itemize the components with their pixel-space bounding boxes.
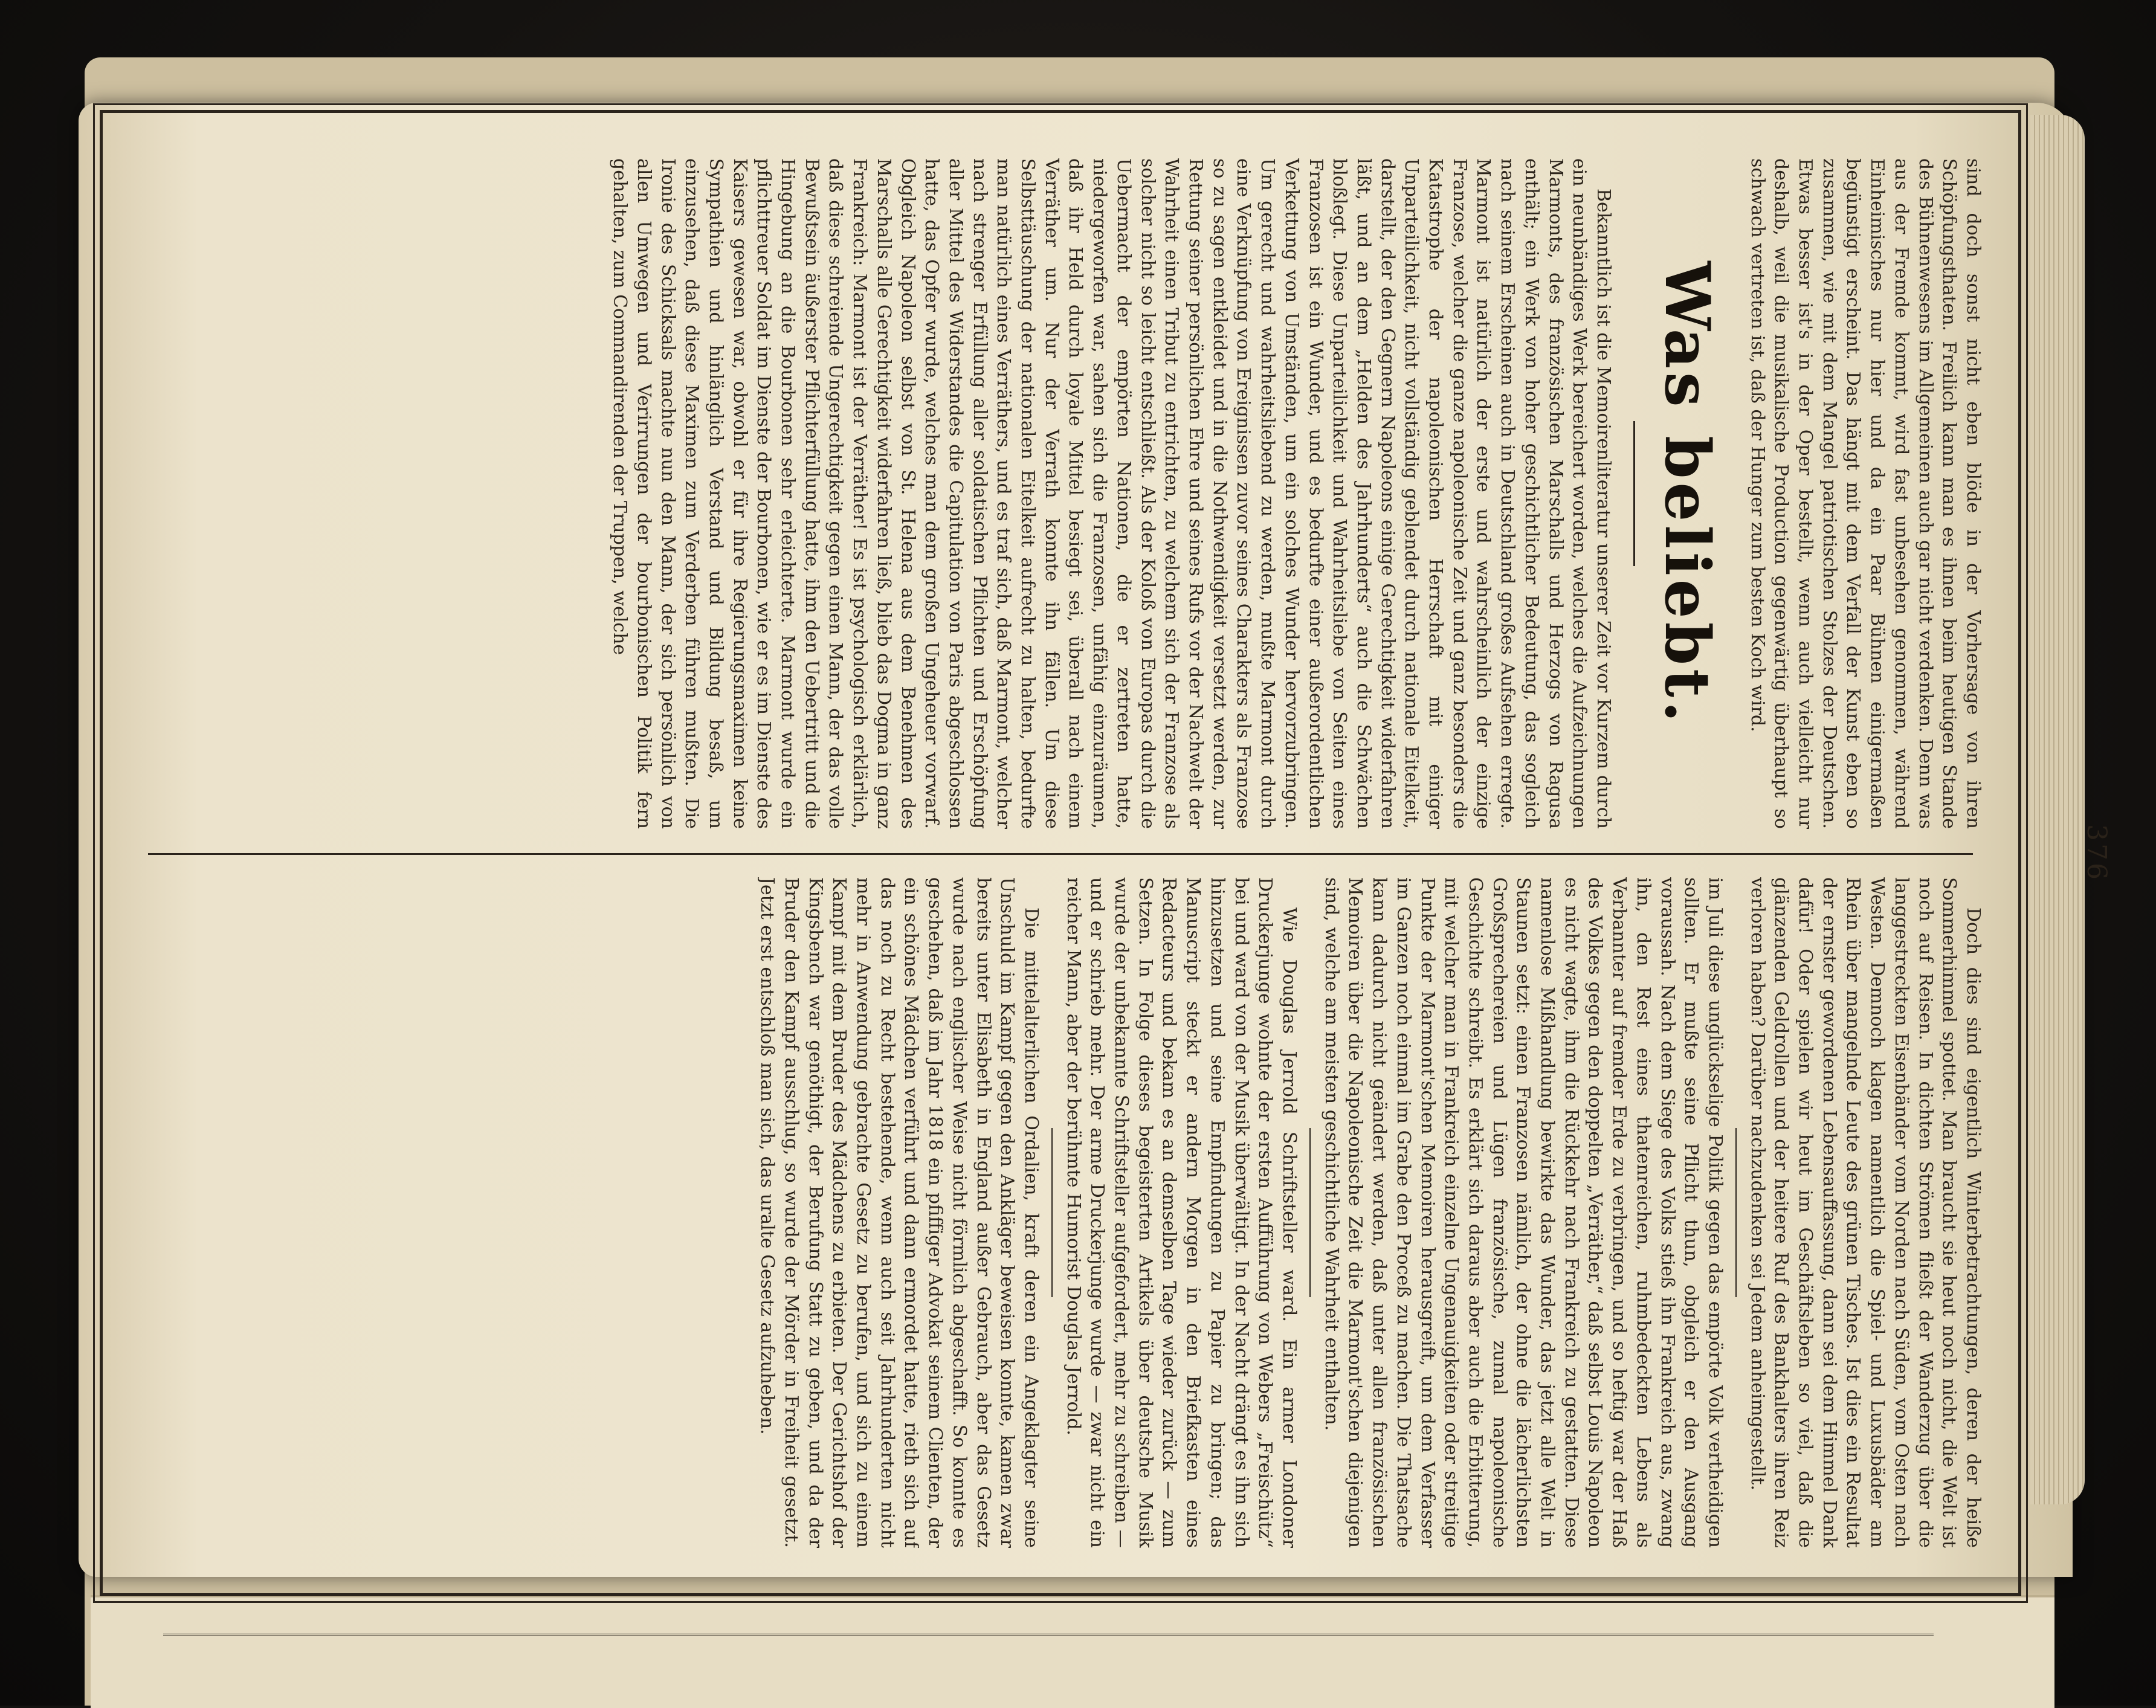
right-column (136, 877, 1985, 1548)
section-rule-1 (1735, 1128, 1737, 1297)
title-rule (1633, 421, 1635, 566)
article-title: Was beliebt. (1650, 261, 1723, 726)
section-rule-2 (1309, 1128, 1311, 1297)
article-heading-block (1633, 158, 1723, 829)
next-page-frame-rule (163, 1634, 1934, 1636)
section-rule-3 (1051, 1128, 1053, 1297)
paragraph-right-3: Wie Douglas Jerrold Schriftsteller ward. Ein armer Londoner Druckerjunge wohnte der ersten Aufführung von Webers „Freischütz“ bei und ward von der Musik überwältigt. In der Nacht drängt es ihn sich hinzusetzen und seine Empfindungen zu Papier zu bringen; das Manuscript steckt er andern Morgen in den Briefkasten eines Redacteurs und bekam es an demselben Tage wieder zurück — zum Setzen. In Folge dieses begeisterten Artikels über deutsche Musik wurde der unbekannte Schriftsteller aufgefordert, mehr zu schreiben — und er schrieb mehr. Der arme Druckerjunge wurde — zwar nicht ein reicher Mann, aber der berühmte Humorist Douglas Jerrold. (1062, 877, 1300, 1548)
paragraph-left-2: Bekanntlich ist die Memoirenliteratur unserer Zeit vor Kurzem durch ein neunbändiges Werk bereichert worden, welches die Aufzeichnungen Marmonts, des französischen Marschalls und Herzogs von Ragusa enthält; ein Werk von hoher geschichtlicher Bedeutung, das sogleich nach seinem Erscheinen auch in Deutschland großes Aufsehen erregte. Marmont ist natürlich der erste und wahrscheinlich der einzige Franzose, welcher die ganze napoleonische Zeit und ganz besonders die Katastrophe der napoleonischen Herrschaft mit einiger Unparteilichkeit, nicht vollständig geblendet durch nationale Eitelkeit, darstellt, der den Gegnern Napoleons einige Gerechtigkeit widerfahren läßt, und an dem „Helden des Jahrhunderts“ auch die Schwächen bloßlegt. Diese Unparteilichkeit und Wahrheitsliebe von Seiten eines Franzosen ist ein Wunder, und es bedurfte einer außerordentlichen Verkettung von Umständen, um ein solches Wunder hervorzubringen. Um gerecht und wahrheitsliebend zu werden, mußte Marmont durch eine Verknüpfung von Ereignissen zuvor seines Charakters als Franzose so zu sagen entkleidet und in die Nothwendigkeit versetzt werden, zur Rettung seiner persönlichen Ehre und seines Rufs vor der Nachwelt der Wahrheit einen Tribut zu entrichten, zu welchem sich der Franzose als solcher nicht so leicht entschließt. Als der Koloß von Europas durch die Uebermacht der empörten Nationen, die er zertreten hatte, niedergeworfen war, sahen sich die Franzosen, unfähig einzuräumen, daß ihr Held durch loyale Mittel besiegt sei, überall nach einem Verräther um. Nur der Verrath konnte ihn fällen. Um diese Selbsttäuschung der nationalen Eitelkeit aufrecht zu halten, bedurfte man natürlich eines Verräthers, und es traf sich, daß Marmont, welcher nach strenger Erfüllung aller soldatischen Pflichten und Erschöpfung aller Mittel des Widerstandes die Capitulation von Paris abgeschlossen hatte, das Opfer wurde, welches man dem großen Ungeheuer vorwarf. Obgleich Napoleon selbst von St. Helena aus dem Benehmen des Marschalls alle Gerechtigkeit widerfahren ließ, blieb das Dogma in ganz Frankreich: Marmont ist der Verräther! Es ist psychologisch erklärlich, daß diese schreiende Ungerechtigkeit gegen einen Mann, der das volle Bewußtsein äußerster Pflichterfüllung hatte, ihm den Uebertritt und die Hingebung an die Bourbonen sehr erleichterte. Marmont wurde ein pflichttreuer Soldat im Dienste der Bourbonen, wie er es im Dienste des Kaisers gewesen war, obwohl er für ihre Regierungsmaximen keine Sympathien und hinlänglich Verstand und Bildung besaß, um einzusehen, daß diese Maximen zum Verderben führen mußten. Die Ironie des Schicksals machte nun den Mann, der sich persönlich von allen Umwegen und Verirrungen der bourbonischen Politik fern gehalten, zum Commandirenden der Truppen, welche (609, 158, 1614, 829)
next-page-strip (91, 1595, 2054, 1708)
paragraph-right-4: Die mittelalterlichen Ordalien, kraft deren ein Angeklagter seine Unschuld im Kampf gegen den Ankläger beweisen konnte, kamen zwar bereits unter Elisabeth in England außer Gebrauch, aber das Gesetz wurde nach englischer Weise nicht förmlich abgeschafft. So konnte es geschehen, daß im Jahr 1818 ein pfiffiger Advokat seinem Clienten, der ein schönes Mädchen verführt und dann ermordet hatte, rieth sich auf das noch zu Recht bestehende, wenn auch seit Jahrhunderten nicht mehr in Anwendung gebrachte Gesetz zu berufen, und sich zu einem Kampf mit dem Bruder des Mädchens zu erbieten. Der Gerichtshof der Kingsbench war genöthigt, der Berufung Statt zu geben, und da der Bruder den Kampf ausschlug, so wurde der Mörder in Freiheit gesetzt. Jetzt erst entschloß man sich, das uralte Gesetz aufzuheben. (757, 877, 1042, 1548)
left-column (136, 158, 1985, 829)
page-number: 376 (2081, 824, 2112, 882)
paragraph-right-1: Doch dies sind eigentlich Winterbetrachtungen, deren der heiße Sommerhimmel spottet. Man braucht sie heut noch nicht, die Welt ist noch auf Reisen. In dichten Strömen fließt der Wanderzug über die langgestreckten Eisenbänder vom Norden nach Süden, vom Osten nach Westen. Demnoch klagen namentlich die Spiel- und Luxusbäder am Rhein über mangelnde Leute des grünen Tisches. Ist dies ein Resultat der ernster gewordenen Lebensauffassung, dann sei dem Himmel Dank dafür! Oder spielen wir heut im Geschäftsleben so viel, daß die glänzenden Geldrollen und der heitere Ruf des Bankhalters ihren Reiz verloren haben? Darüber nachzudenken sei Jedem anheimgestellt. (1746, 877, 1984, 1548)
column-divider (148, 853, 1973, 855)
paragraph-left-1: sind doch sonst nicht eben blöde in der Vorhersage von ihren Schöpfungsthaten. Freilich kann man es ihnen beim heutigen Stande des Bühnenwesens im Allgemeinen auch gar nicht verdenken. Denn was aus der Fremde kommt, wird fast unbesehen genommen, während Einheimisches nur hier und da ein Paar Bühnen einigermaßen begünstigt erscheint. Das hängt mit dem Verfall der Kunst eben so zusammen, wie mit dem Mangel patriotischen Stolzes der Deutschen. Etwas besser ist's in der Oper bestellt, wenn auch vielleicht nur deshalb, weil die musikalische Production gegenwärtig überhaupt so schwach vertreten ist, daß der Hunger zum besten Koch wird. (1746, 158, 1984, 829)
rotated-page-content (100, 110, 2112, 1596)
page-stack-edge (2030, 115, 2085, 1504)
paragraph-right-2: im Juli diese unglückselige Politik gegen das empörte Volk vertheidigen sollten. Er mußte seine Pflicht thun, obgleich er den Ausgang voraussah. Nach dem Siege des Volks stieß ihn Frankreich aus, zwang ihn, den Rest eines thatenreichen, ruhmbedeckten Lebens als Verbannter auf fremder Erde zu verbringen, und so heftig war der Haß des Volkes gegen den doppelten „Verräther,“ daß selbst Louis Napoleon es nicht wagte, ihm die Rückkehr nach Frankreich zu gestatten. Diese namenlose Mißhandlung bewirkte das Wunder, das jetzt alle Welt in Staunen setzt: einen Franzosen nämlich, der ohne die lächerlichsten Großsprechereien und Lügen französische, zumal napoleonische Geschichte schreibt. Es erklärt sich daraus aber auch die Erbitterung, mit welcher man in Frankreich einzelne Ungenauigkeiten oder streitige Punkte der Marmont'schen Memoiren herausgreift, um dem Verfasser im Ganzen noch einmal im Grabe den Proceß zu machen. Die Thatsache kann dadurch nicht geändert werden, daß unter allen französischen Memoiren über die Napoleonische Zeit die Marmont'schen diejenigen sind, welche am meisten geschichtliche Wahrheit enthalten. (1320, 877, 1726, 1548)
